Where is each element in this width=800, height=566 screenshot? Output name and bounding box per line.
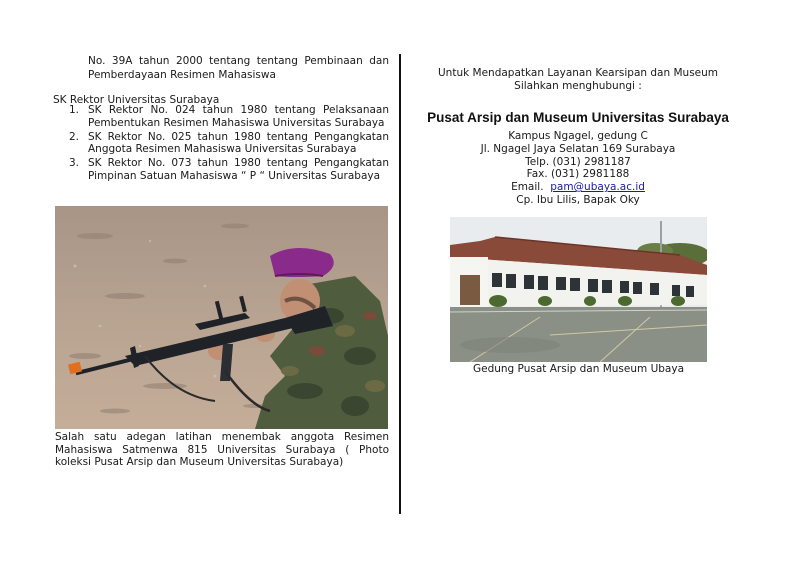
organization-title: Pusat Arsip dan Museum Universitas Surabaya	[427, 110, 729, 125]
list-item-text: SK Rektor No. 025 tahun 1980 tentang Pengangkatan Anggota Resimen Mahasiswa Universitas Surabaya	[88, 130, 389, 155]
email-row	[414, 181, 742, 194]
list-number: 2.	[69, 130, 80, 143]
contact-persons: Cp. Ibu Lilis, Bapak Oky	[516, 193, 640, 206]
list-item	[53, 157, 389, 182]
intro-line: Silahkan menghubungi :	[514, 79, 642, 92]
sk-rektor-list	[53, 104, 389, 184]
list-number: 1.	[69, 104, 80, 116]
address-line: Jl. Ngagel Jaya Selatan 169 Surabaya	[480, 142, 676, 155]
list-number: 3.	[69, 157, 80, 169]
photo-caption: Salah satu adegan latihan menembak anggota Resimen Mahasiswa Satmenwa 815 Universitas Surabaya ( Photo koleksi Pusat Arsip dan Museum Universitas Surabaya)	[55, 431, 389, 468]
list-item	[53, 131, 389, 156]
email-link[interactable]: pam@ubaya.ac.id	[550, 181, 645, 194]
contact-details	[414, 130, 742, 207]
column-divider	[399, 54, 401, 514]
continued-regulation-text: No. 39A tahun 2000 tentang tentang Pembinaan dan Pemberdayaan Resimen Mahasiswa	[88, 55, 389, 81]
phone-number: Telp. (031) 2981187	[525, 155, 631, 168]
sk-rektor-heading: SK Rektor Universitas Surabaya	[53, 94, 220, 106]
intro-line: Untuk Mendapatkan Layanan Kearsipan dan Museum	[437, 67, 719, 79]
fax-number: Fax. (031) 2981188	[526, 168, 630, 181]
museum-building-photo	[450, 217, 707, 362]
building-caption: Gedung Pusat Arsip dan Museum Ubaya	[472, 363, 684, 375]
shooting-training-photo	[55, 206, 388, 429]
list-item	[53, 104, 389, 129]
contact-intro	[414, 67, 742, 92]
list-item-text: SK Rektor No. 073 tahun 1980 tentang Pengangkatan Pimpinan Satuan Mahasiswa “ P “ Universitas Surabaya	[88, 157, 389, 182]
list-item-text: SK Rektor No. 024 tahun 1980 tentang Pelaksanaan Pembentukan Resimen Mahasiswa Universitas Surabaya	[88, 104, 389, 129]
email-label: Email.	[511, 181, 544, 194]
address-line: Kampus Ngagel, gedung C	[508, 130, 648, 142]
